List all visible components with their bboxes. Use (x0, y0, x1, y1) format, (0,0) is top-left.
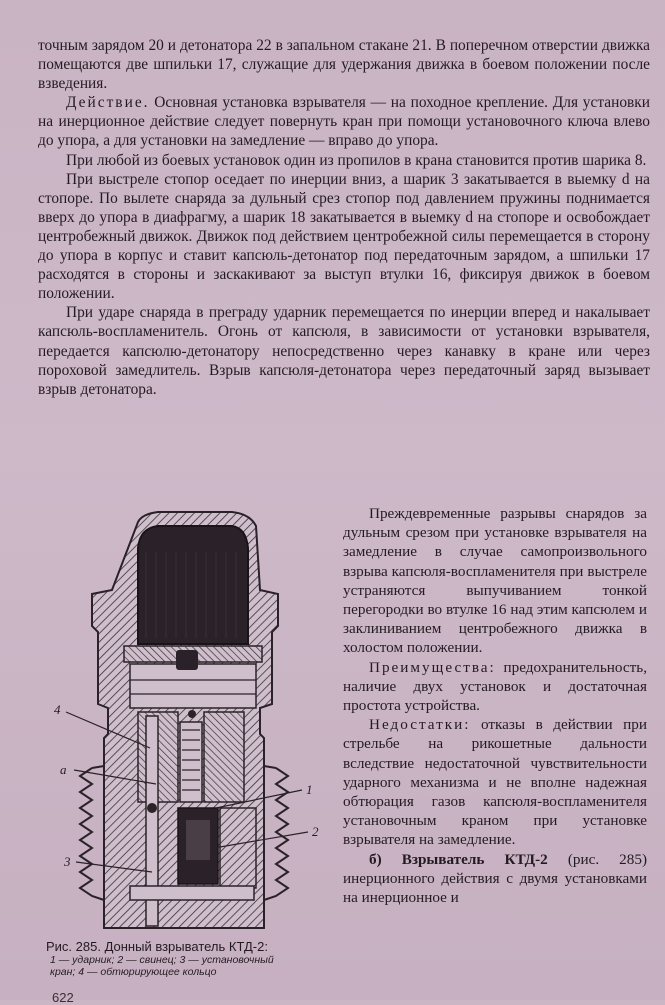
section-prefix: б) (369, 850, 382, 868)
right-column-text (343, 504, 647, 907)
right-paragraph-1: Преждевременные разрывы снарядов за дульным срезом при установке взрывателя на замедление в случае самопроизвольного взрыва капсюля-воспламенителя при выстреле устраняются выпучиванием тонкой перегородки во втулке 16 над этим капсюлем и заклиниванием центробежного движка в холостом положении. (343, 505, 647, 657)
paragraph-action (38, 93, 650, 150)
label-a: a (60, 762, 67, 777)
disadvantages-paragraph (343, 715, 647, 849)
section-text: (рис. 285) инерционного действия с двумя установками на инерционное и (343, 850, 648, 907)
right-thread (264, 768, 288, 900)
slider-chamber (130, 664, 256, 708)
paragraph-1: точным зарядом 20 и детонатора 22 в запальном стакане 21. В поперечном отверстии движка помещаются две шпильки 17, служащие для удержания движка в боевом положении после взведения. (38, 37, 650, 93)
disadvantages-heading: Недостатки: (369, 716, 471, 734)
paragraph-2-text: Основная установка взрывателя — на походное крепление. Для установки на инерционное действие следует повернуть кран при помощи установочного ключа влево до упора, а для установки на замедление — вправо до упора. (38, 94, 650, 150)
disadvantages-text: отказы в действии при стрельбе на рикошетные дальности вследствие недостаточной чувствительности ударного механизма и не вполне надежная обтюрация газов капсюля-воспламенителя установочным краном при установке взрывателя на замедление. (343, 716, 648, 849)
paragraph-4: При выстреле стопор оседает по инерции вниз, а шарик 3 закатывается в выемку d на стопоре. По вылете снаряда за дульный срез стопор под давлением пружины поднимается вверх до упора в диафрагму, а шарик 18 закатывается в выемку d на стопоре и освобождает центробежный движок. Движок под действием центробежной силы перемещается в сторону до упора в корпус и ставит капсюль-детонатор под передаточным зарядом, а шпильки 17 расходятся в стороны и заскакивают за выступ втулки 16, фиксируя движок в боевом положении. (38, 170, 650, 303)
paragraph-3: При любой из боевых установок один из пропилов в крана становится против шарика 8. (66, 151, 647, 169)
paragraph-5: При ударе снаряда в преграду ударник перемещается по инерции вперед и накалывает капсюль-воспламенитель. Огонь от капсюля, в зависимости от установки взрывателя, передается капсюлю-детонатору непосредственно через канавку в кране или через пороховой замедлитель. Взрыв капсюля-детонатора через передаточный заряд вызывает взрыв детонатора. (38, 304, 650, 398)
label-3: 3 (64, 854, 71, 869)
detonator (138, 526, 248, 644)
page-number: 622 (52, 990, 74, 1005)
section-paragraph (343, 850, 647, 908)
fuze-drawing (46, 508, 338, 940)
fuze-figure (46, 508, 338, 940)
obturating-ring (130, 886, 254, 900)
caption-title: Рис. 285. Донный взрыватель КТД-2: (46, 939, 268, 954)
caption-legend-1: 1 — ударник; 2 — свинец; 3 — установочный (50, 954, 274, 966)
advantages-heading: Преимущества: (369, 658, 496, 676)
label-4: 4 (54, 702, 61, 717)
label-1: 1 (306, 782, 313, 797)
transfer-charge (176, 650, 198, 670)
advantages-text: предохранительность, наличие двух установок и достаточная простота устройства. (343, 658, 647, 715)
figure-caption (46, 940, 338, 978)
heading-action: Действие. (66, 94, 150, 112)
left-thread (80, 768, 104, 900)
main-text (38, 36, 650, 399)
advantages-paragraph (343, 658, 647, 716)
caption-legend-2: кран; 4 — обтюрирующее кольцо (50, 966, 217, 978)
section-title: Взрыватель КТД-2 (401, 850, 548, 868)
label-2: 2 (312, 824, 319, 839)
